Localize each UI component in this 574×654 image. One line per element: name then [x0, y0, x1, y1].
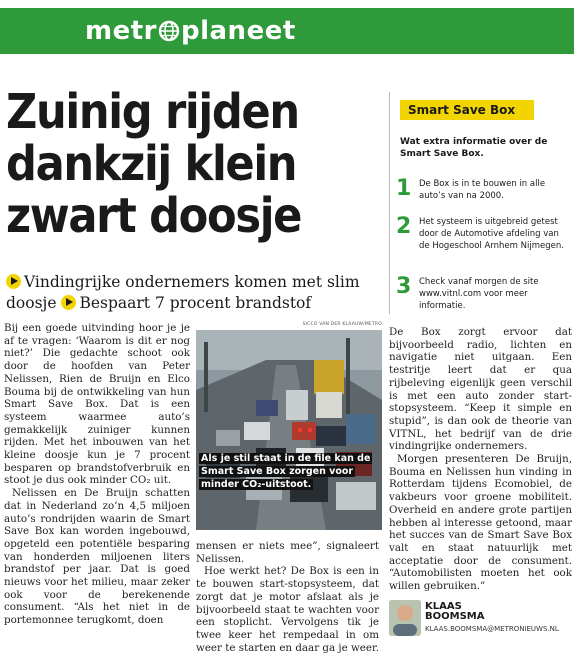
- traffic-photo-image: [196, 330, 382, 530]
- article-subheadline: [6, 272, 386, 314]
- article-paragraph: Morgen presenteren De Bruijn, Bouma en Nelissen hun vinding in Rotterdam tijdens Ecomobiel, de vakbeurs voor groene mobiliteit. Overheid en andere grote partijen hebben al interesse getoond, maar het succes van de Smart Save Box valt en staat natuurlijk met acceptatie door de consument. “Automobilisten moeten het ook willen gebruiken.”: [389, 453, 572, 593]
- headline-line-1: Zuinig rijden: [6, 84, 299, 140]
- info-box: [389, 92, 574, 314]
- section-logo: [85, 16, 296, 46]
- info-item-number: 1: [396, 176, 412, 201]
- brand-suffix: planeet: [180, 16, 296, 46]
- info-item-text: Check vanaf morgen de site www.vitnl.com voor meer informatie.: [419, 277, 539, 311]
- article-paragraph: mensen er niets mee”, signaleert Nelissen.: [196, 540, 379, 565]
- banner-bar: [71, 8, 574, 54]
- author-first-name: KLAAS: [425, 601, 462, 612]
- banner-left-block: [0, 8, 71, 54]
- info-item-text: Het systeem is uitgebreid getest door de Automotive afdeling van de Hogeschool Arnhem Nijmegen.: [419, 217, 564, 251]
- headline-line-3: zwart doosje: [6, 188, 302, 244]
- play-arrow-icon: [61, 295, 76, 310]
- author-name: [425, 602, 484, 622]
- section-banner: [0, 0, 574, 56]
- info-box-title: Smart Save Box: [400, 100, 534, 120]
- bullet-second: Bespaart 7 procent brandstof: [79, 294, 312, 312]
- info-item-number: 2: [396, 214, 412, 239]
- article-headline: [6, 86, 348, 242]
- info-item-text: De Box is in te bouwen in alle auto’s van na 2000.: [419, 179, 546, 201]
- globe-icon: [158, 20, 180, 42]
- author-photo: [389, 600, 421, 636]
- photo-caption: [199, 452, 374, 491]
- article-column-1: [4, 322, 190, 627]
- author-email: KLAAS.BOOMSMA@METRONIEUWS.NL: [425, 625, 559, 633]
- bullet-first: Vindingrijke ondernemers komen met slim doosje: [6, 273, 360, 312]
- author-last-name: BOOMSMA: [425, 611, 485, 622]
- headline-line-2: dankzij klein: [6, 136, 297, 192]
- author-byline: [389, 598, 574, 638]
- brand-prefix: metr: [85, 16, 157, 46]
- photo-credit: SICCO VAN DER KLAAUW/METRO: [302, 322, 382, 327]
- caption-text: Als je stil staat in de file kan de Smart Save Box zorgen voor minder CO₂-uitstoot.: [201, 453, 371, 490]
- article-column-2: [196, 540, 379, 654]
- info-item-number: 3: [396, 274, 412, 299]
- traffic-jam-photo: [196, 330, 382, 530]
- author-avatar: [389, 600, 421, 636]
- article-column-3: [389, 326, 572, 593]
- article-paragraph: Bij een goede uitvinding hoor je je af te vragen: ‘Waarom is dit er nog niet?’ Die gedachte schoot ook door de hoofden van Peter Nelissen, Rien de Bruijn en Elco Bouma bij de ontwikkeling van hun Smart Save Box. Dat is een systeem waarmee auto’s gemakkelijk zuiniger kunnen rijden. Met het inbouwen van het kleine doosje kun je 7 procent besparen op brandstofverbruik en stoot je dus ook minder CO₂ uit.: [4, 322, 190, 487]
- article-paragraph: Hoe werkt het? De Box is een in te bouwen start-stopsysteem, dat zorgt dat je motor afslaat als je bijvoorbeeld staat te wachten voor een stoplicht. Vervolgens tik je twee keer het rempedaal in om weer te starten en daar ga je weer.: [196, 565, 380, 654]
- article-paragraph: De Box zorgt ervoor dat bijvoorbeeld radio, lichten en navigatie niet uitgaan. Een testritje leert dat er qua rijbeleving eigenlijk geen verschil is met een auto zonder start-stopsysteem. “Keep it simple en stupid”, is dan ook de theorie van VITNL, het bedrijf van de drie vindingrijke ondernemers.: [389, 326, 572, 453]
- info-box-intro: Wat extra informatie over de Smart Save Box.: [400, 137, 548, 159]
- play-arrow-icon: [6, 274, 21, 289]
- article-paragraph: Nelissen en De Bruijn schatten dat in Nederland zo’n 4,5 miljoen auto’s rondrijden waarin de Smart Save Box kan worden ingebouwd, opgeteld een potentiële besparing van honderden miljoenen liters brandstof per jaar. Dat is goed nieuws voor het milieu, maar zeker ook voor de berekenende consument. “Als het niet in de portemonnee terugkomt, doen: [4, 487, 190, 627]
